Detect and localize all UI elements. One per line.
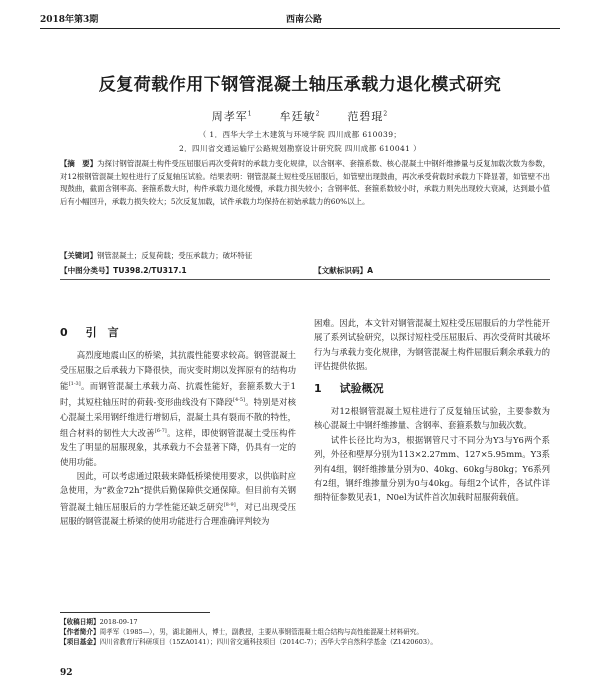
section-title: 引 言 <box>85 326 119 339</box>
intro-paragraph: 高烈度地震山区的桥梁，其抗震性能要求较高。钢管混凝土受压屈服之后承载力下降很快，而灾变时期以发挥原有的结构功能[1-3]。而钢管混凝土承载力高、抗震性能好，套箍系数大于1时，其短柱轴压时的荷载-变形曲线没有下降段[4-5]。特别是对核心混凝土采用钢纤维进行增韧后，混凝土具有裂而不散的特性，组合材料的韧性大大改善[6-7]。这样，即使钢管混凝土受压构件发生了明显的屈服现象，其承载力不会显著下降，仍具有一定的使用功能。 <box>60 350 297 467</box>
abstract-label: 【摘 要】 <box>60 159 98 168</box>
overview-paragraph: 对12根钢管混凝土短柱进行了反复轴压试验，主要参数为核心混凝土中钢纤维掺量、含钢率、套箍系数与加载次数。 <box>314 406 550 431</box>
author-line <box>40 108 560 124</box>
section-title: 试验概况 <box>339 381 384 395</box>
journal-name: 西南公路 <box>286 15 323 25</box>
abstract-text: 为探讨钢管混凝土构件受压屈服后再次受荷时的承载力变化规律，以含钢率、套箍系数、核心混凝土中钢纤维掺量与反复加载次数为参数，对12根钢管混凝土短柱进行了反复轴压试验。结果表明：钢管混凝土短柱受压屈服后，如管壁出现鼓曲，再次承受荷载时承载力下降显著，如管壁不出现鼓曲，截面含钢率高、套箍系数大时，构件承载力退化缓慢，承载力损失较小；含钢率低、套箍系数较小时，承载力则先出现较大衰减，达到最小值后有小幅回升，承载力损失较大；5次反复加载，试件承载力均保持在初始承载力的60%以上。 <box>60 159 550 206</box>
footnote-received: 【收稿日期】2018-09-17 <box>60 618 138 626</box>
footnote-funding: 【项目基金】四川省教育厅科研项目（15ZA0141）；四川省交通科技项目（2014C-7）；西华大学自然科学基金（Z1420603）。 <box>60 638 437 647</box>
abstract-separator <box>60 279 550 280</box>
overview-paragraph: 试件长径比均为3，根据钢管尺寸不同分为Y3与Y6两个系列，外径和壁厚分别为113×2.27mm、127×5.95mm。Y3系列有4组，钢纤维掺量分别为0、40kg、60kg与80kg；Y6系列有2组，钢纤维掺量分别为0与40kg。每组2个试件，各试件详细特征参数见表1，N0el为试件首次加载时屈服荷载值。 <box>314 434 550 503</box>
intro-paragraph-continued: 困难。因此，本文针对钢管混凝土短柱受压屈服后的力学性能开展了系列试验研究，以探讨短柱受压屈服后、再次受荷时其破坏行为与承载力变化规律，为钢管混凝土构件屈服后剩余承载力的评估提供依据。 <box>314 318 550 372</box>
author-affil-mark: 2 <box>383 110 389 118</box>
footnote-rule <box>60 612 210 613</box>
doc-code <box>314 265 373 276</box>
section-number: 0 <box>60 326 68 339</box>
clc-value: TU398.2/TU317.1 <box>113 266 187 275</box>
abstract <box>60 158 550 208</box>
overview-heading <box>314 382 550 396</box>
keywords <box>60 250 550 261</box>
paper-title: 反复荷载作用下钢管混凝土轴压承载力退化模式研究 <box>98 75 502 95</box>
right-column <box>314 316 550 505</box>
author-name: 牟廷敏 <box>279 110 316 123</box>
doc-code-label: 【文献标识码】 <box>314 266 368 275</box>
author-name: 范碧琨 <box>347 110 384 123</box>
citation: [8-9] <box>223 501 236 508</box>
keywords-label: 【关键词】 <box>60 251 97 260</box>
footnotes <box>60 617 550 648</box>
author-affil-mark: 1 <box>247 110 253 118</box>
author-affil-mark: 2 <box>315 110 321 118</box>
citation: [4-5] <box>233 397 245 404</box>
footnote-author-bio: 【作者简介】周孝军（1985—），男，湖北随州人，博士，副教授，主要从事钢管混凝土组合结构与高性能混凝土材料研究。 <box>60 628 423 637</box>
affiliation-2: 2．四川省交通运输厅公路规划勘察设计研究院 四川成都 610041 ） <box>178 144 422 153</box>
doc-code-value: A <box>367 266 374 275</box>
clc-label: 【中图分类号】 <box>60 266 114 275</box>
page-number: 92 <box>60 668 73 678</box>
section-number: 1 <box>314 381 322 395</box>
author-name: 周孝军 <box>211 110 248 123</box>
running-header <box>40 12 560 26</box>
header-rule <box>40 28 560 29</box>
intro-heading <box>60 326 296 340</box>
classification-line <box>60 265 550 276</box>
intro-paragraph: 因此，可以考虑通过限载来降低桥梁使用要求，以供临时应急使用，为“救金72h”提供后勤保障供交通保障。但目前有关钢管混凝土轴压屈服后的力学性能还缺乏研究[8-9]，对已出现受压屈服的钢管混凝土桥梁的使用功能进行合理准确评判较为 <box>60 471 297 527</box>
citation: [1-3] <box>68 381 81 388</box>
left-column <box>60 316 296 528</box>
citation: [6-7] <box>154 428 167 435</box>
issue-label: 2018年第3期 <box>40 15 99 25</box>
keywords-text: 钢管混凝土；反复荷载；受压承载力；破坏特征 <box>96 251 253 260</box>
affiliation-1: （ 1．西华大学土木建筑与环境学院 四川成都 610039； <box>198 130 402 139</box>
